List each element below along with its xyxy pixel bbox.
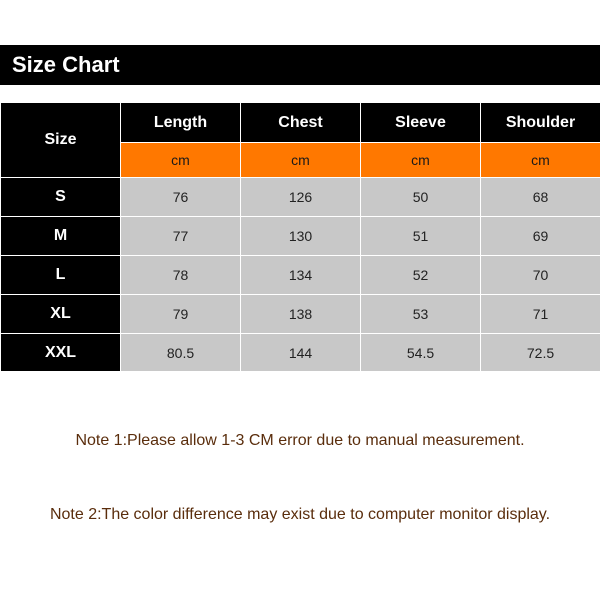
column-header-shoulder: Shoulder <box>481 103 600 143</box>
table-cell: 50 <box>361 178 481 217</box>
row-size-label: M <box>1 217 121 256</box>
unit-cell-length: cm <box>121 143 241 178</box>
unit-cell-shoulder: cm <box>481 143 600 178</box>
table-cell: 52 <box>361 256 481 295</box>
note-manual-measurement: Note 1:Please allow 1-3 CM error due to manual measurement. <box>75 432 525 449</box>
size-header: Size <box>1 103 121 178</box>
table-cell: 130 <box>241 217 361 256</box>
table-cell: 54.5 <box>361 334 481 372</box>
table-row <box>1 295 600 334</box>
table-cell: 77 <box>121 217 241 256</box>
table-cell: 53 <box>361 295 481 334</box>
table-cell: 76 <box>121 178 241 217</box>
table-row <box>1 334 600 372</box>
column-header-sleeve: Sleeve <box>361 103 481 143</box>
column-header-length: Length <box>121 103 241 143</box>
unit-cell-sleeve: cm <box>361 143 481 178</box>
table-cell: 134 <box>241 256 361 295</box>
table-cell: 51 <box>361 217 481 256</box>
row-size-label: XXL <box>1 334 121 372</box>
table-cell: 144 <box>241 334 361 372</box>
column-header-row <box>1 103 600 143</box>
column-header-chest: Chest <box>241 103 361 143</box>
table-cell: 79 <box>121 295 241 334</box>
table-cell: 69 <box>481 217 600 256</box>
table-cell: 70 <box>481 256 600 295</box>
table-cell: 80.5 <box>121 334 241 372</box>
size-chart-table <box>0 102 600 372</box>
table-row <box>1 178 600 217</box>
table-cell: 71 <box>481 295 600 334</box>
table-cell: 138 <box>241 295 361 334</box>
table-cell: 72.5 <box>481 334 600 372</box>
row-size-label: S <box>1 178 121 217</box>
table-row <box>1 217 600 256</box>
unit-cell-chest: cm <box>241 143 361 178</box>
row-size-label: L <box>1 256 121 295</box>
table-cell: 78 <box>121 256 241 295</box>
table-cell: 68 <box>481 178 600 217</box>
row-size-label: XL <box>1 295 121 334</box>
table-cell: 126 <box>241 178 361 217</box>
table-row <box>1 256 600 295</box>
page-title: Size Chart <box>0 45 600 85</box>
note-color-difference: Note 2:The color difference may exist due to computer monitor display. <box>49 506 551 523</box>
